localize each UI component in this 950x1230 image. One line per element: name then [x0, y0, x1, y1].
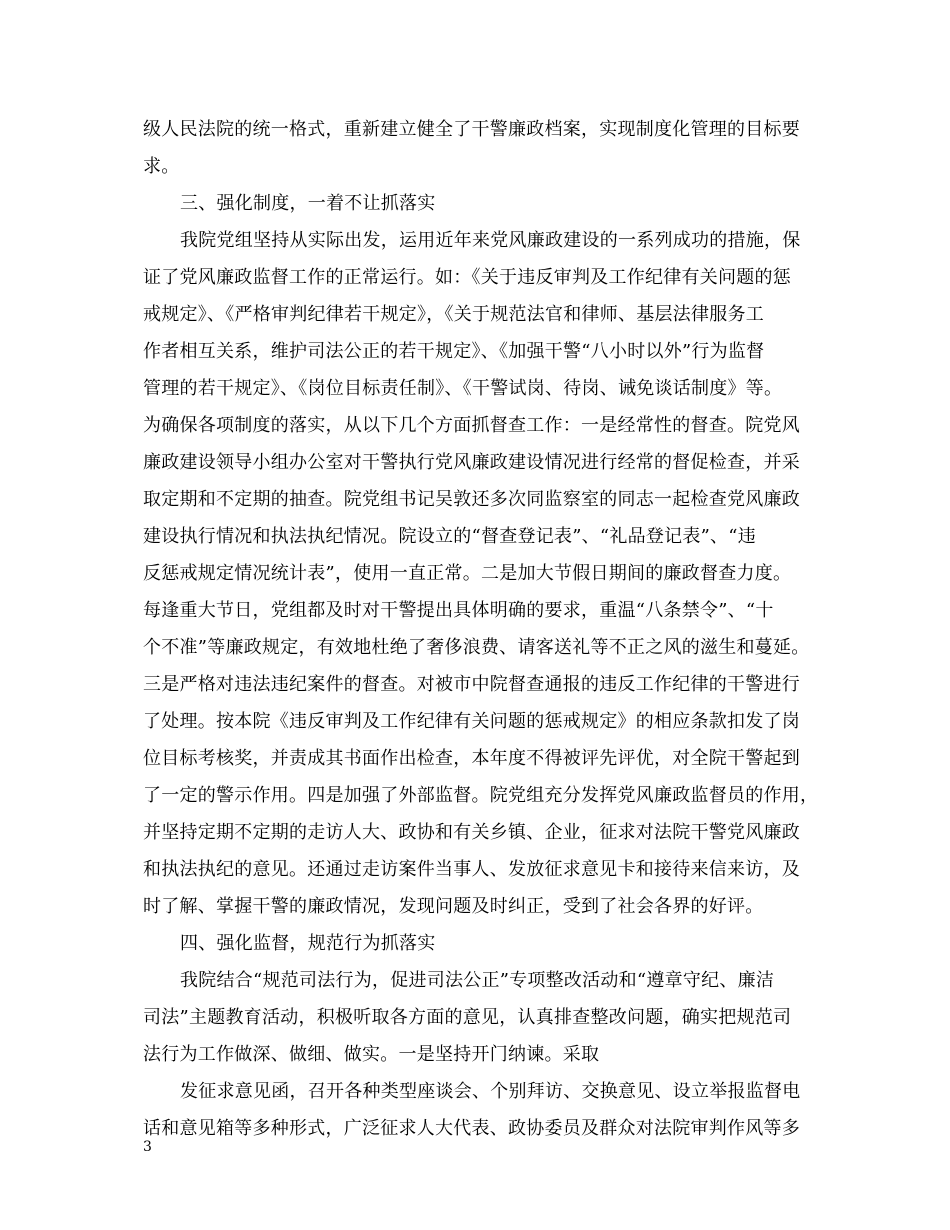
text-line: 我院结合“规范司法行为，促进司法公正”专项整改活动和“遵章守纪、廉洁	[180, 970, 775, 991]
text-line: 反惩戒规定情况统计表”，使用一直正常。二是加大节假日期间的廉政督查力度。	[143, 563, 792, 584]
text-line: 时了解、掌握干警的廉政情况，发现问题及时纠正，受到了社会各界的好评。	[143, 896, 764, 917]
text-line: 并坚持定期不定期的走访人大、政协和有关乡镇、企业，征求对法院干警党风廉政	[143, 822, 800, 843]
text-line: 个不准”等廉政规定，有效地杜绝了奢侈浪费、请客送礼等不正之风的滋生和蔓延。	[143, 637, 810, 658]
text-line: 和执法执纪的意见。还通过走访案件当事人、发放征求意见卡和接待来信来访，及	[143, 859, 800, 880]
text-line: 证了党风廉政监督工作的正常运行。如：《关于违反审判及工作纪律有关问题的惩	[143, 267, 791, 288]
section-heading: 三、强化制度，一着不让抓落实	[180, 193, 436, 214]
text-line: 法行为工作做深、做细、做实。一是坚持开门纳谏。采取	[143, 1044, 600, 1065]
text-line: 我院党组坚持从实际出发，运用近年来党风廉政建设的一系列成功的措施，保	[180, 230, 801, 251]
section-heading: 四、强化监督，规范行为抓落实	[180, 933, 436, 954]
text-line: 发征求意见函，召开各种类型座谈会、个别拜访、交换意见、设立举报监督电	[180, 1081, 801, 1102]
text-line: 为确保各项制度的落实，从以下几个方面抓督查工作：一是经常性的督查。院党风	[143, 415, 800, 436]
text-line: 了处理。按本院《违反审判及工作纪律有关问题的惩戒规定》的相应条款扣发了岗	[143, 711, 800, 732]
text-line: 每逢重大节日，党组都及时对干警提出具体明确的要求，重温“八条禁令”、“十	[143, 600, 774, 621]
text-line: 廉政建设领导小组办公室对干警执行党风廉政建设情况进行经常的督促检查，并采	[143, 452, 800, 473]
text-line: 作者相互关系，维护司法公正的若干规定》、《加强干警“八小时以外”行为监督	[143, 341, 765, 362]
text-line: 司法”主题教育活动，积极听取各方面的意见，认真排查整改问题，确实把规范司	[143, 1007, 792, 1028]
text-line: 戒规定》、《严格审判纪律若干规定》，《关于规范法官和律师、基层法律服务工	[143, 304, 764, 325]
text-line: 话和意见箱等多种形式，广泛征求人大代表、政协委员及群众对法院审判作风等多	[143, 1118, 800, 1139]
text-line: 管理的若干规定》、《岗位目标责任制》、《干警试岗、待岗、诫免谈话制度》等。	[143, 378, 783, 399]
text-line: 位目标考核奖，并责成其书面作出检查，本年度不得被评先评优，对全院干警起到	[143, 748, 800, 769]
page-number: 3	[143, 1139, 152, 1155]
text-line: 了一定的警示作用。四是加强了外部监督。院党组充分发挥党风廉政监督员的作用，	[143, 785, 819, 806]
text-line: 建设执行情况和执法执纪情况。院设立的“督查登记表”、“礼品登记表”、“违	[143, 526, 757, 547]
text-line: 取定期和不定期的抽查。院党组书记吴敦还多次同监察室的同志一起检查党风廉政	[143, 489, 800, 510]
text-line: 三是严格对违法违纪案件的督查。对被市中院督查通报的违反工作纪律的干警进行	[143, 674, 800, 695]
text-line: 级人民法院的统一格式，重新建立健全了干警廉政档案，实现制度化管理的目标要	[143, 119, 800, 140]
text-line: 求。	[143, 156, 180, 177]
